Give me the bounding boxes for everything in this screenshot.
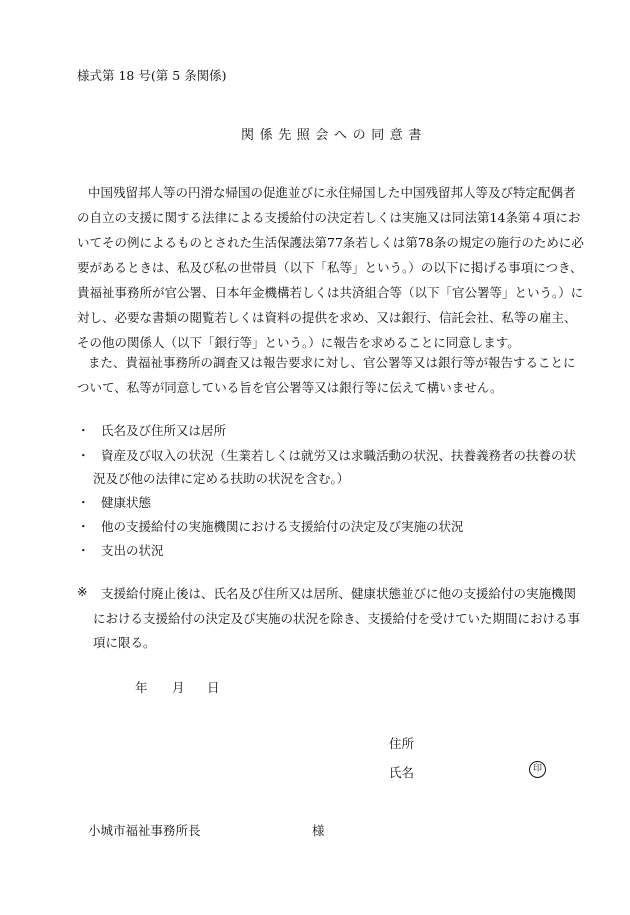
paragraph-line: また、貴福祉事務所の調査又は報告要求に対し、官公署等又は銀行等が報告することに [88, 355, 576, 370]
document-title: 関係先照会への同意書 [241, 128, 428, 143]
paragraph-line: いてその例によるものとされた生活保護法第77条若しくは第78条の規定の施行のために必 [77, 235, 584, 250]
name-label: 氏名 [389, 765, 415, 780]
bullet-mark: ・ [77, 448, 90, 463]
date-year-label: 年 [135, 680, 148, 695]
form-number: 様式第 18 号(第 5 条関係) [77, 68, 227, 83]
address-label: 住所 [389, 736, 415, 751]
date-month-label: 月 [172, 680, 185, 695]
note-line: 支援給付廃止後は、氏名及び住所又は居所、健康状態並びに他の支援給付の実施機関 [101, 586, 577, 601]
paragraph-line: 対し、必要な書類の閲覧若しくは資料の提供を求め、又は銀行、信託会社、私等の雇主、 [77, 310, 577, 325]
paragraph-line: 貴福祉事務所が官公署、日本年金機構若しくは共済組合等（以下「官公署等」という。）に [77, 285, 584, 300]
paragraph-line: 中国残留邦人等の円滑な帰国の促進並びに永住帰国した中国残留邦人等及び特定配偶者 [88, 185, 576, 200]
list-item: 氏名及び住所又は居所 [101, 423, 227, 438]
list-item: 支出の状況 [101, 543, 164, 558]
paragraph-line: の自立の支援に関する法律による支援給付の決定若しくは実施又は同法第14条第４項にお [77, 210, 581, 225]
date-day-label: 日 [207, 680, 220, 695]
list-item: 資産及び収入の状況（生業若しくは就労又は求職活動の状況、扶養義務者の扶養の状 [101, 448, 577, 463]
list-item: 健康状態 [101, 495, 152, 510]
recipient: 小城市福祉事務所長 [88, 823, 201, 838]
note-mark: ※ [77, 584, 88, 599]
seal-mark: 印 [529, 761, 546, 778]
bullet-mark: ・ [77, 495, 90, 510]
honorific: 様 [312, 823, 325, 838]
paragraph-line: その他の関係人（以下「銀行等」という。）に報告を求めることに同意します。 [77, 335, 520, 350]
paragraph-line: ついて、私等が同意している旨を官公署等又は銀行等に伝えて構いません。 [77, 380, 503, 395]
note-line: における支援給付の決定及び実施の状況を除き、支援給付を受けていた期間における事 [93, 611, 581, 626]
note-line: 項に限る。 [93, 635, 156, 650]
bullet-mark: ・ [77, 423, 90, 438]
paragraph-line: 要があるときは、私及び私の世帯員（以下「私等」という。）の以下に掲げる事項につき、 [77, 260, 583, 275]
list-item-continuation: 況及び他の法律に定める扶助の状況を含む。） [93, 471, 350, 486]
bullet-mark: ・ [77, 519, 90, 534]
list-item: 他の支援給付の実施機関における支援給付の決定及び実施の状況 [101, 519, 464, 534]
bullet-mark: ・ [77, 543, 90, 558]
